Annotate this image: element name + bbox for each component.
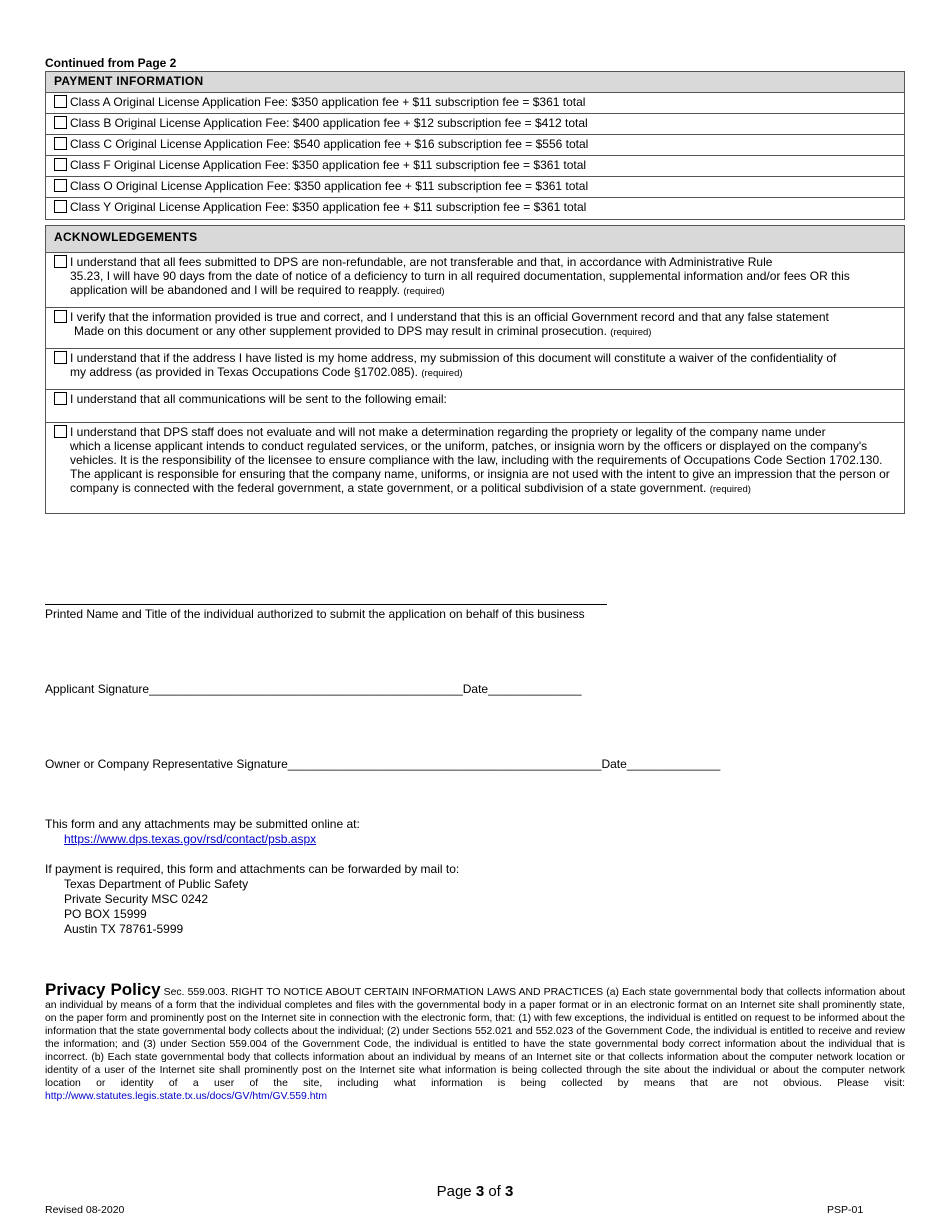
payment-title: PAYMENT INFORMATION xyxy=(46,72,905,93)
applicant-signature-line[interactable]: _______________________________________________ xyxy=(149,682,463,696)
payment-label: Class C Original License Application Fee: $540 application fee + $16 subscription fee = $556 total xyxy=(70,137,589,151)
payment-label: Class A Original License Application Fee: $350 application fee + $11 subscription fee = $361 total xyxy=(70,95,586,109)
checkbox[interactable] xyxy=(54,351,67,364)
required-note: (required) xyxy=(403,286,445,297)
continued-note: Continued from Page 2 xyxy=(45,56,177,70)
acknowledgements-table xyxy=(45,225,905,514)
payment-label: Class F Original License Application Fee: $350 application fee + $11 subscription fee = $361 total xyxy=(70,158,587,172)
printed-name-line[interactable] xyxy=(45,604,607,605)
ack-text: I understand that all communications will be sent to the following email: xyxy=(70,392,447,406)
address-line: Texas Department of Public Safety xyxy=(64,877,249,891)
privacy-policy xyxy=(45,980,905,1103)
payment-label: Class B Original License Application Fee: $400 application fee + $12 subscription fee = $412 total xyxy=(70,116,588,130)
page-of: of xyxy=(488,1183,501,1200)
privacy-body: Sec. 559.003. RIGHT TO NOTICE ABOUT CERTAIN INFORMATION LAWS AND PRACTICES (a) Each state governmental body that collects information about an individual by means of a form that the individual completes and files with the governmental body in a paper format or in an electronic format on an Internet site shall prominently state, on the paper form and prominently post on the Internet site in connection with the electronic form, that: (1) with few exceptions, the individual is entitled on request to be informed about the information that the state governmental body collects about the individual; (2) under Sections 552.021 and 552.023 of the Government Code, the individual is entitled to receive and review the information; and (3) under Section 559.004 of the Government Code, the individual is entitled to have the state governmental body correct information about the individual that is incorrect. (b) Each state governmental body that collects information about an individual by means of an Internet site or that collects information about the computer network location or identity of a user of the Internet site shall prominently post on the Internet site what information is being collected through the site about the individual or about the computer network location or identity of a user of the site, including what information is being collected by means that are not obvious. Please visit: xyxy=(45,987,905,1089)
ack-title: ACKNOWLEDGEMENTS xyxy=(46,226,905,253)
checkbox[interactable] xyxy=(54,116,67,129)
page-number xyxy=(0,1183,950,1200)
owner-signature-line[interactable]: _______________________________________________ xyxy=(287,757,602,771)
page-total: 3 xyxy=(505,1183,514,1200)
ack-text: which a license applicant intends to conduct regulated services, or the uniform, patches, or insignia worn by the officers or displayed on the company's vehicles. It is the responsibility of the licensee to ensure compliance with the law, including with the requirements of Occupations Code Section 1702.130. The applicant is responsible for ensuring that the company name, uniforms, or insignia are not used with the intent to give an impression that the person or company is connected with the federal government, a state government, or a political subdivision of a state government. xyxy=(70,439,890,495)
payment-label: Class Y Original License Application Fee: $350 application fee + $11 subscription fee = $361 total xyxy=(70,200,587,214)
address-line: Private Security MSC 0242 xyxy=(64,892,209,906)
page-prefix: Page xyxy=(436,1183,472,1200)
payment-row xyxy=(46,198,905,220)
checkbox[interactable] xyxy=(54,425,67,438)
ack-text: 35.23, I will have 90 days from the date of notice of a deficiency to turn in all required documentation, supplemental information and/or fees OR this application will be abandoned and I will be required to reapply. xyxy=(70,269,850,297)
revised-date: Revised 08-2020 xyxy=(45,1204,125,1216)
checkbox[interactable] xyxy=(54,179,67,192)
date-label: Date xyxy=(462,682,489,696)
payment-table xyxy=(45,71,905,220)
ack-row xyxy=(46,308,905,349)
form-id: PSP-01 xyxy=(827,1204,864,1216)
ack-text: I understand that all fees submitted to DPS are non-refundable, are not transferable and that, in accordance with Administrative Rule xyxy=(70,255,773,269)
applicant-signature-row xyxy=(45,682,582,696)
privacy-link[interactable]: http://www.statutes.legis.state.tx.us/docs/GV/htm/GV.559.htm xyxy=(45,1091,328,1102)
address-line: Austin TX 78761-5999 xyxy=(64,922,184,936)
checkbox[interactable] xyxy=(54,255,67,268)
date-line[interactable]: ______________ xyxy=(626,757,721,771)
printed-name-label: Printed Name and Title of the individual authorized to submit the application on behalf of this business xyxy=(45,607,585,621)
ack-text: Made on this document or any other supplement provided to DPS may result in criminal prosecution. xyxy=(74,324,607,338)
payment-row xyxy=(46,93,905,114)
checkbox[interactable] xyxy=(54,310,67,323)
ack-row xyxy=(46,390,905,423)
date-label: Date xyxy=(601,757,627,771)
payment-row xyxy=(46,177,905,198)
checkbox[interactable] xyxy=(54,95,67,108)
address-line: PO BOX 15999 xyxy=(64,907,147,921)
payment-label: Class O Original License Application Fee: $350 application fee + $11 subscription fee = $361 total xyxy=(70,179,589,193)
mailing-address xyxy=(45,877,459,937)
checkbox[interactable] xyxy=(54,137,67,150)
privacy-title: Privacy Policy xyxy=(45,980,161,999)
required-note: (required) xyxy=(421,368,463,379)
page-current: 3 xyxy=(475,1183,485,1200)
ack-text: I understand that if the address I have listed is my home address, my submission of this document will constitute a waiver of the confidentiality of xyxy=(70,351,837,365)
checkbox[interactable] xyxy=(54,392,67,405)
ack-text: my address (as provided in Texas Occupations Code §1702.085). xyxy=(70,365,418,379)
mail-text: If payment is required, this form and attachments can be forwarded by mail to: xyxy=(45,862,460,876)
required-note: (required) xyxy=(709,484,751,495)
ack-row xyxy=(46,253,905,308)
online-url-link[interactable]: https://www.dps.texas.gov/rsd/contact/psb.aspx xyxy=(64,832,317,846)
ack-text: I verify that the information provided is true and correct, and I understand that this is an official Government record and that any false statement xyxy=(70,310,829,324)
owner-signature-row xyxy=(45,757,720,771)
ack-row xyxy=(46,349,905,390)
payment-row xyxy=(46,156,905,177)
submission-info xyxy=(45,817,459,937)
payment-row xyxy=(46,114,905,135)
ack-text: I understand that DPS staff does not evaluate and will not make a determination regarding the propriety or legality of the company name under xyxy=(70,425,826,439)
required-note: (required) xyxy=(610,327,652,338)
checkbox[interactable] xyxy=(54,158,67,171)
owner-signature-label: Owner or Company Representative Signature xyxy=(45,757,288,771)
date-line[interactable]: ______________ xyxy=(488,682,582,696)
payment-row xyxy=(46,135,905,156)
ack-row xyxy=(46,423,905,514)
applicant-signature-label: Applicant Signature xyxy=(45,682,150,696)
checkbox[interactable] xyxy=(54,200,67,213)
online-text: This form and any attachments may be submitted online at: xyxy=(45,817,360,831)
